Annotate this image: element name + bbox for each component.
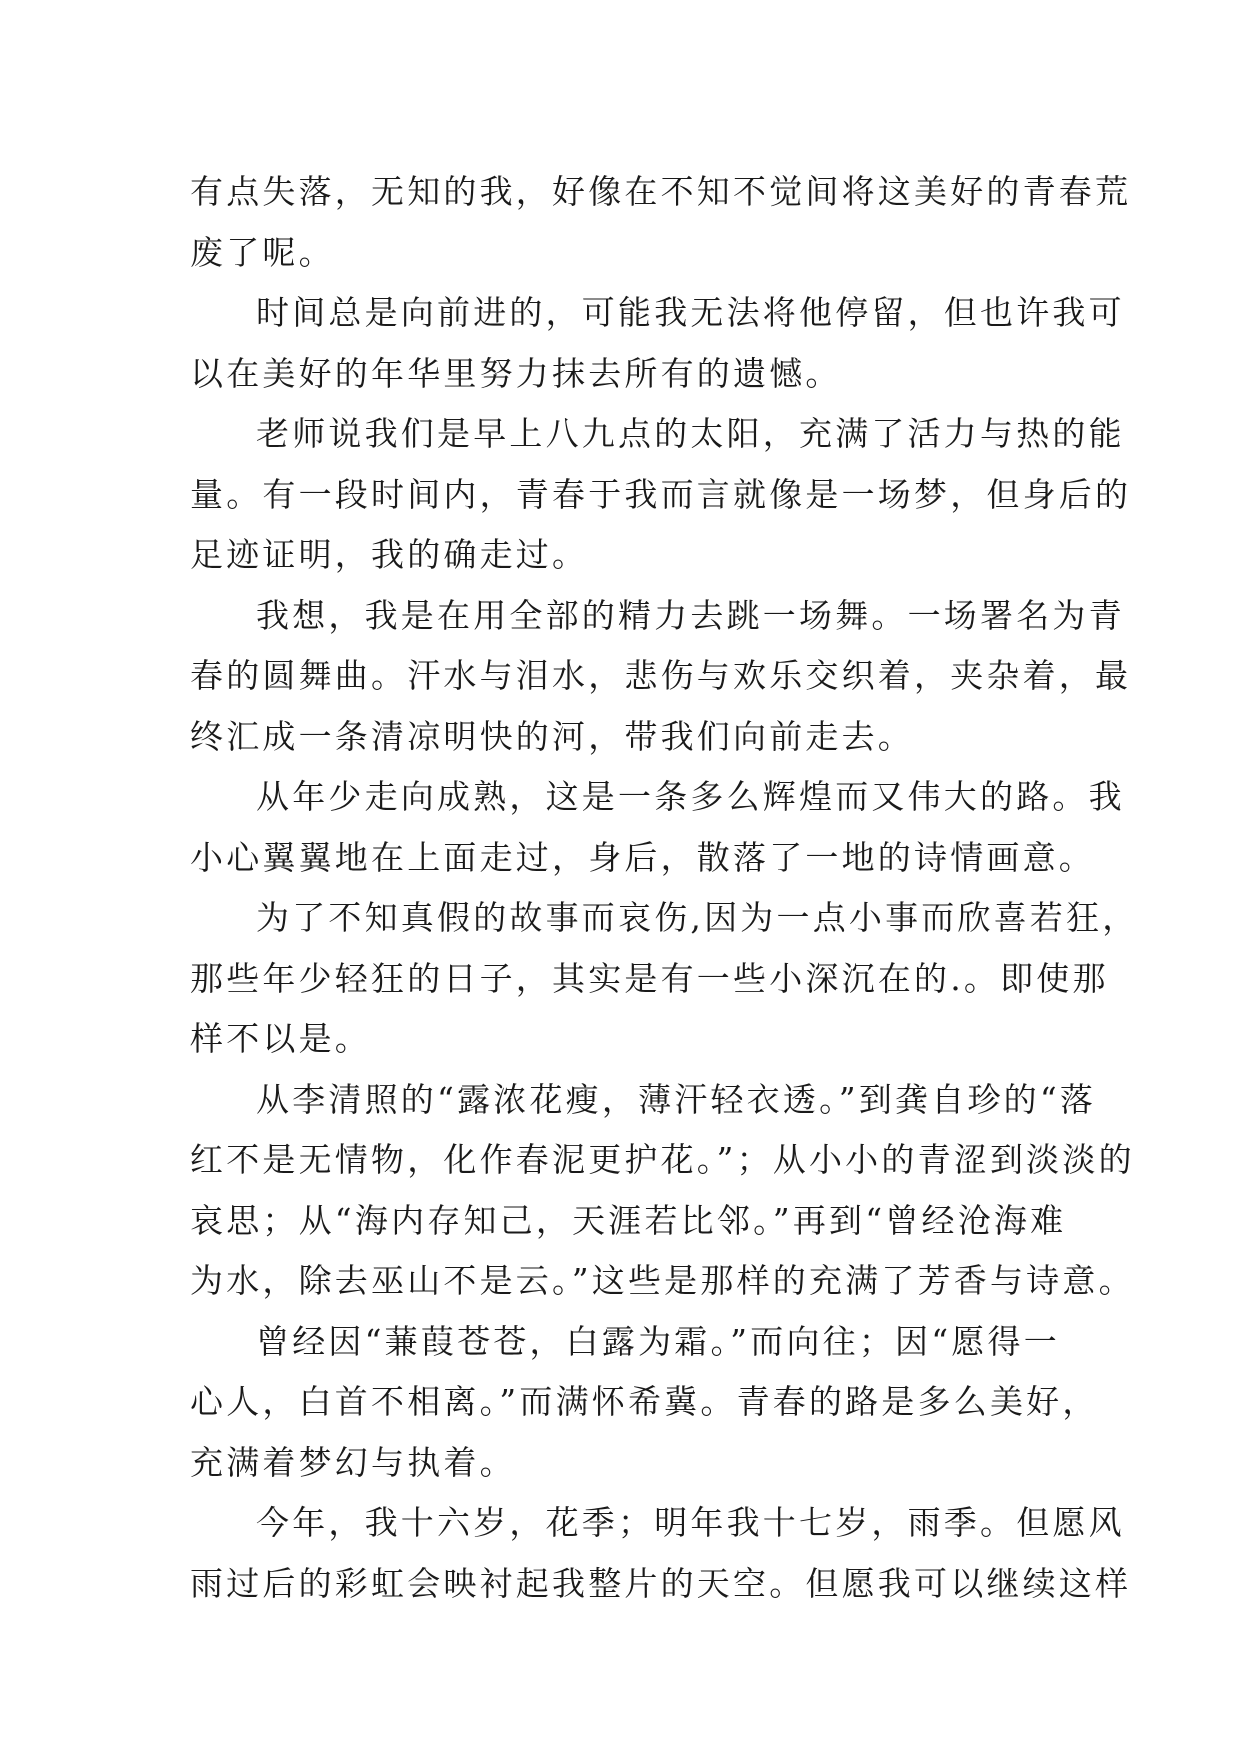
- text-line: 从李清照的“露浓花瘦，薄汗轻衣透。”到龚自珍的“落: [256, 1079, 1097, 1119]
- text-line: 春的圆舞曲。汗水与泪水，悲伤与欢乐交织着，夹杂着，最: [190, 656, 1132, 695]
- text-line: 哀思；从“海内存知己，天涯若比邻。”再到“曾经沧海难: [190, 1200, 1067, 1240]
- text-line: 足迹证明，我的确走过。: [190, 535, 589, 574]
- text-line: 从年少走向成熟，这是一条多么辉煌而又伟大的路。我: [256, 777, 1125, 816]
- text-line: 为水，除去巫山不是云。”这些是那样的充满了芳香与诗意。: [190, 1261, 1135, 1300]
- text-line: 心人，白首不相离。”而满怀希冀。青春的路是多么美好，: [190, 1382, 1099, 1421]
- text-line: 小心翼翼地在上面走过，身后，散落了一地的诗情画意。: [190, 837, 1095, 877]
- text-line: 以在美好的年华里努力抹去所有的遗憾。: [190, 353, 842, 393]
- text-line: 为了不知真假的故事而哀伤,因为一点小事而欣喜若狂，: [256, 898, 1139, 937]
- text-line: 那些年少轻狂的日子，其实是有一些小深沉在的.。即使那: [190, 958, 1109, 998]
- text-line: 量。有一段时间内，青春于我而言就像是一场梦，但身后的: [190, 474, 1132, 514]
- text-line: 雨过后的彩虹会映衬起我整片的天空。但愿我可以继续这样: [190, 1563, 1132, 1603]
- text-line: 今年，我十六岁，花季；明年我十七岁，雨季。但愿风: [256, 1503, 1125, 1542]
- text-line: 时间总是向前进的，可能我无法将他停留，但也许我可: [256, 293, 1125, 332]
- text-line: 老师说我们是早上八九点的太阳，充满了活力与热的能: [256, 414, 1125, 453]
- text-line: 终汇成一条清凉明快的河，带我们向前走去。: [190, 716, 914, 756]
- text-line: 充满着梦幻与执着。: [190, 1442, 516, 1482]
- text-line: 有点失落，无知的我，好像在不知不觉间将这美好的青春荒: [190, 172, 1132, 211]
- text-line: 红不是无情物，化作春泥更护花。”；从小小的青涩到淡淡的: [190, 1140, 1135, 1179]
- text-line: 样不以是。: [190, 1019, 371, 1058]
- document-body: [190, 162, 1139, 1614]
- text-line: 曾经因“蒹葭苍苍，白露为霜。”而向往；因“愿得一: [256, 1321, 1060, 1361]
- text-line: 我想，我是在用全部的精力去跳一场舞。一场署名为青: [256, 595, 1125, 635]
- text-line: 废了呢。: [190, 232, 335, 272]
